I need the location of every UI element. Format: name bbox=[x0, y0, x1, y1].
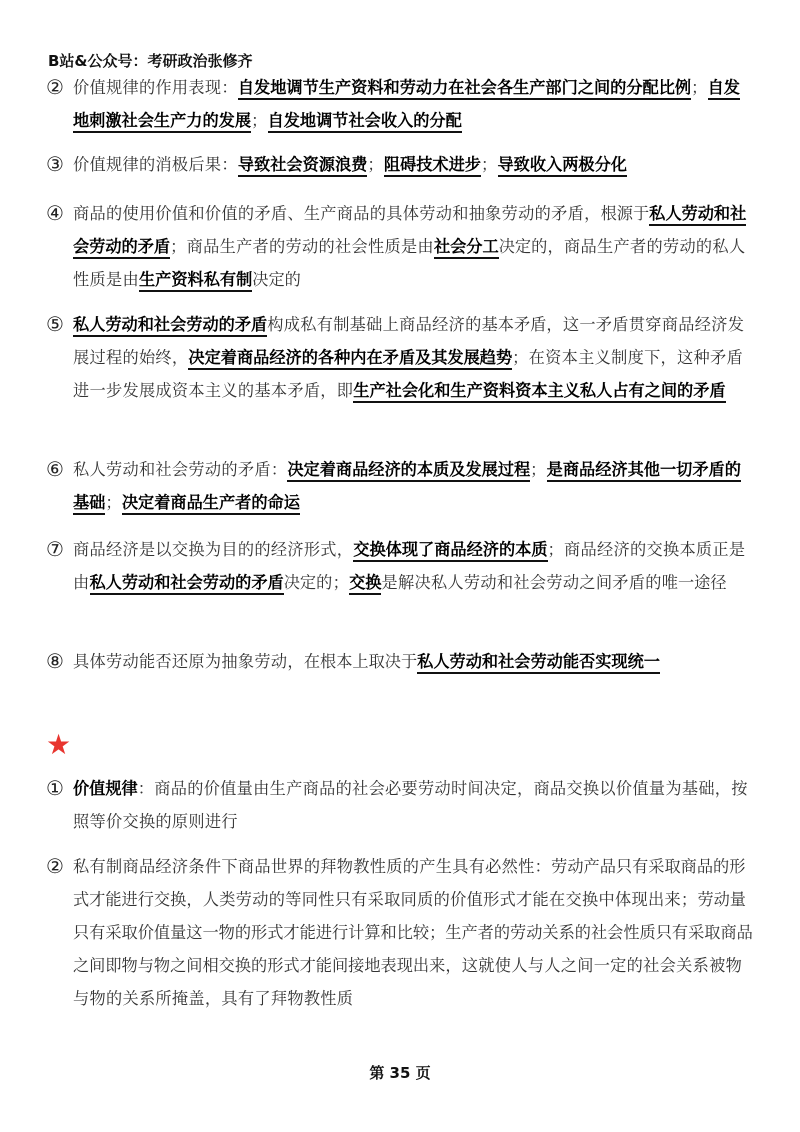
body-text: 构成私有制基础上商品经济的 bbox=[267, 315, 482, 334]
key-phrase: 是商品经济其他一切矛盾的基础 bbox=[73, 460, 741, 515]
item-text bbox=[73, 772, 756, 838]
item-text bbox=[73, 533, 756, 599]
list-item-7 bbox=[44, 533, 756, 599]
key-phrase: 私人劳动和社会劳动能否实现统一 bbox=[417, 652, 660, 674]
body-text: ，这一矛盾贯穿商品经济发展过程的始终， bbox=[73, 315, 745, 367]
key-phrase: 决定着商品经济的本质及发展过程 bbox=[287, 460, 530, 482]
body-text: ； bbox=[251, 111, 268, 130]
list-item-6 bbox=[44, 453, 756, 519]
item-text bbox=[73, 148, 756, 181]
body-text: 私有制商品经济条件下商品世界的拜物教性质的产生具有必然性： bbox=[73, 857, 552, 876]
body-text: ； bbox=[481, 155, 498, 174]
body-text: ；在资本主义制度下，这种矛盾进一步发展成资本主义的基本矛盾，即 bbox=[73, 348, 743, 400]
body-text: 劳动产品只有采取商品的形式才能进行交换 bbox=[73, 857, 746, 909]
key-phrase: 自发地调节生产资料和劳动力在社会各生产部门之间的分配比例 bbox=[238, 78, 691, 100]
body-text: ； bbox=[530, 460, 547, 479]
body-text: ，这就使人与人之间一定的社会关系被物与物的关系所掩盖，具有了拜物教性质 bbox=[73, 956, 743, 1008]
list-item-8 bbox=[44, 645, 756, 678]
body-text: 决定 bbox=[252, 270, 285, 289]
key-phrase: 自发地刺激社会生产力的发展 bbox=[73, 78, 740, 133]
key-phrase: 私人劳动和社会劳动的矛盾 bbox=[73, 315, 267, 337]
body-text: 决定 bbox=[283, 573, 317, 592]
key-phrase: 决定着商品生产者的命运 bbox=[122, 493, 300, 515]
item-number: ⑤ bbox=[46, 312, 64, 336]
list-item-2 bbox=[44, 71, 756, 137]
body-text: ； bbox=[105, 493, 122, 512]
list-item-3 bbox=[44, 148, 756, 181]
item-number: ⑧ bbox=[46, 649, 64, 673]
key-phrase: 私人劳动和社会劳动的矛盾 bbox=[90, 573, 284, 595]
body-text: ； bbox=[367, 155, 384, 174]
page-header: B站&公众号：考研政治张修齐 bbox=[48, 52, 253, 70]
body-text: 的，商品生产者的劳动的私人性质是由 bbox=[73, 237, 746, 289]
body-text: ，人类劳动的等同性只有采取同质的价值形式才能在交换中体现出来； bbox=[186, 890, 698, 909]
body-text: 商品经济是以交换为目的的经济形式， bbox=[73, 540, 354, 559]
item-number: ② bbox=[46, 75, 64, 99]
body-text: 商品的使用价值和价值的矛盾、生产商品的具体劳动和抽象劳动的矛盾， bbox=[73, 204, 601, 223]
list-item-star-1 bbox=[44, 772, 756, 838]
term-label: 价值规律 bbox=[73, 779, 138, 798]
key-phrase: 导致社会资源浪费 bbox=[238, 155, 368, 177]
item-number: ① bbox=[46, 776, 64, 800]
key-phrase: 交换 bbox=[349, 573, 381, 595]
body-text: 劳动量只有采取价值量这一物的形式才能进行计算和比较；生产者的劳动关系的社会性质只有采取商品之间即物与物之间相交换的形式才能间接地表现出来 bbox=[73, 890, 753, 975]
item-text bbox=[73, 71, 756, 137]
item-number: ④ bbox=[46, 201, 64, 225]
body-text: 基本矛盾 bbox=[481, 315, 547, 334]
key-phrase: 生产资料私有制 bbox=[139, 270, 252, 292]
list-item-4 bbox=[44, 197, 756, 296]
key-phrase: 社会分工 bbox=[434, 237, 499, 259]
key-phrase: 导致收入两极分化 bbox=[498, 155, 628, 177]
item-text bbox=[73, 850, 756, 1015]
body-text: 的 bbox=[284, 270, 302, 289]
body-text: 是解决私人劳动和社会劳动之间矛盾的 bbox=[381, 573, 662, 592]
body-text: 私人劳动和社会劳动的矛盾： bbox=[73, 460, 288, 479]
body-text: 根源于 bbox=[600, 204, 650, 223]
body-text: 决定 bbox=[498, 237, 532, 256]
body-text: 的； bbox=[316, 573, 350, 592]
body-text: 唯一途径 bbox=[661, 573, 727, 592]
list-item-star-2 bbox=[44, 850, 756, 1015]
item-text bbox=[73, 308, 756, 407]
body-text: 价值规律的作用表现： bbox=[73, 78, 238, 97]
body-text: ；商品经济的交换本质正是由 bbox=[73, 540, 746, 592]
page-number: 第 35 页 bbox=[369, 1064, 431, 1082]
key-phrase: 决定着商品经济的各种内在矛盾及其发展趋势 bbox=[188, 348, 512, 370]
item-number: ③ bbox=[46, 152, 64, 176]
body-text: ； bbox=[691, 78, 708, 97]
key-phrase: 生产社会化和生产资料资本主义私人占有之间的矛盾 bbox=[353, 381, 725, 403]
star-icon: ★ bbox=[46, 728, 72, 761]
item-number: ⑦ bbox=[46, 537, 64, 561]
item-text bbox=[73, 197, 756, 296]
body-text: ：商品的价值量由生产商品的社会必要劳动时间决定，商品交换以价值量为基础，按照等价交换的原则进行 bbox=[73, 779, 748, 831]
item-text bbox=[73, 453, 756, 519]
item-number: ⑥ bbox=[46, 457, 64, 481]
item-number: ② bbox=[46, 854, 64, 878]
body-text: 具体劳动能否还原为抽象劳动， bbox=[73, 652, 304, 671]
key-phrase: 自发地调节社会收入的分配 bbox=[268, 111, 462, 133]
item-text bbox=[73, 645, 756, 678]
list-item-5 bbox=[44, 308, 756, 407]
body-text: 价值规律的消极后果： bbox=[73, 155, 238, 174]
body-text: 在根本上取决于 bbox=[303, 652, 418, 671]
body-text: ；商品生产者的劳动的社会性质是由 bbox=[170, 237, 434, 256]
key-phrase: 阻碍技术进步 bbox=[384, 155, 481, 177]
key-phrase: 私人劳动和社会劳动的矛盾 bbox=[73, 204, 746, 259]
key-phrase: 交换体现了商品经济的本质 bbox=[353, 540, 547, 562]
